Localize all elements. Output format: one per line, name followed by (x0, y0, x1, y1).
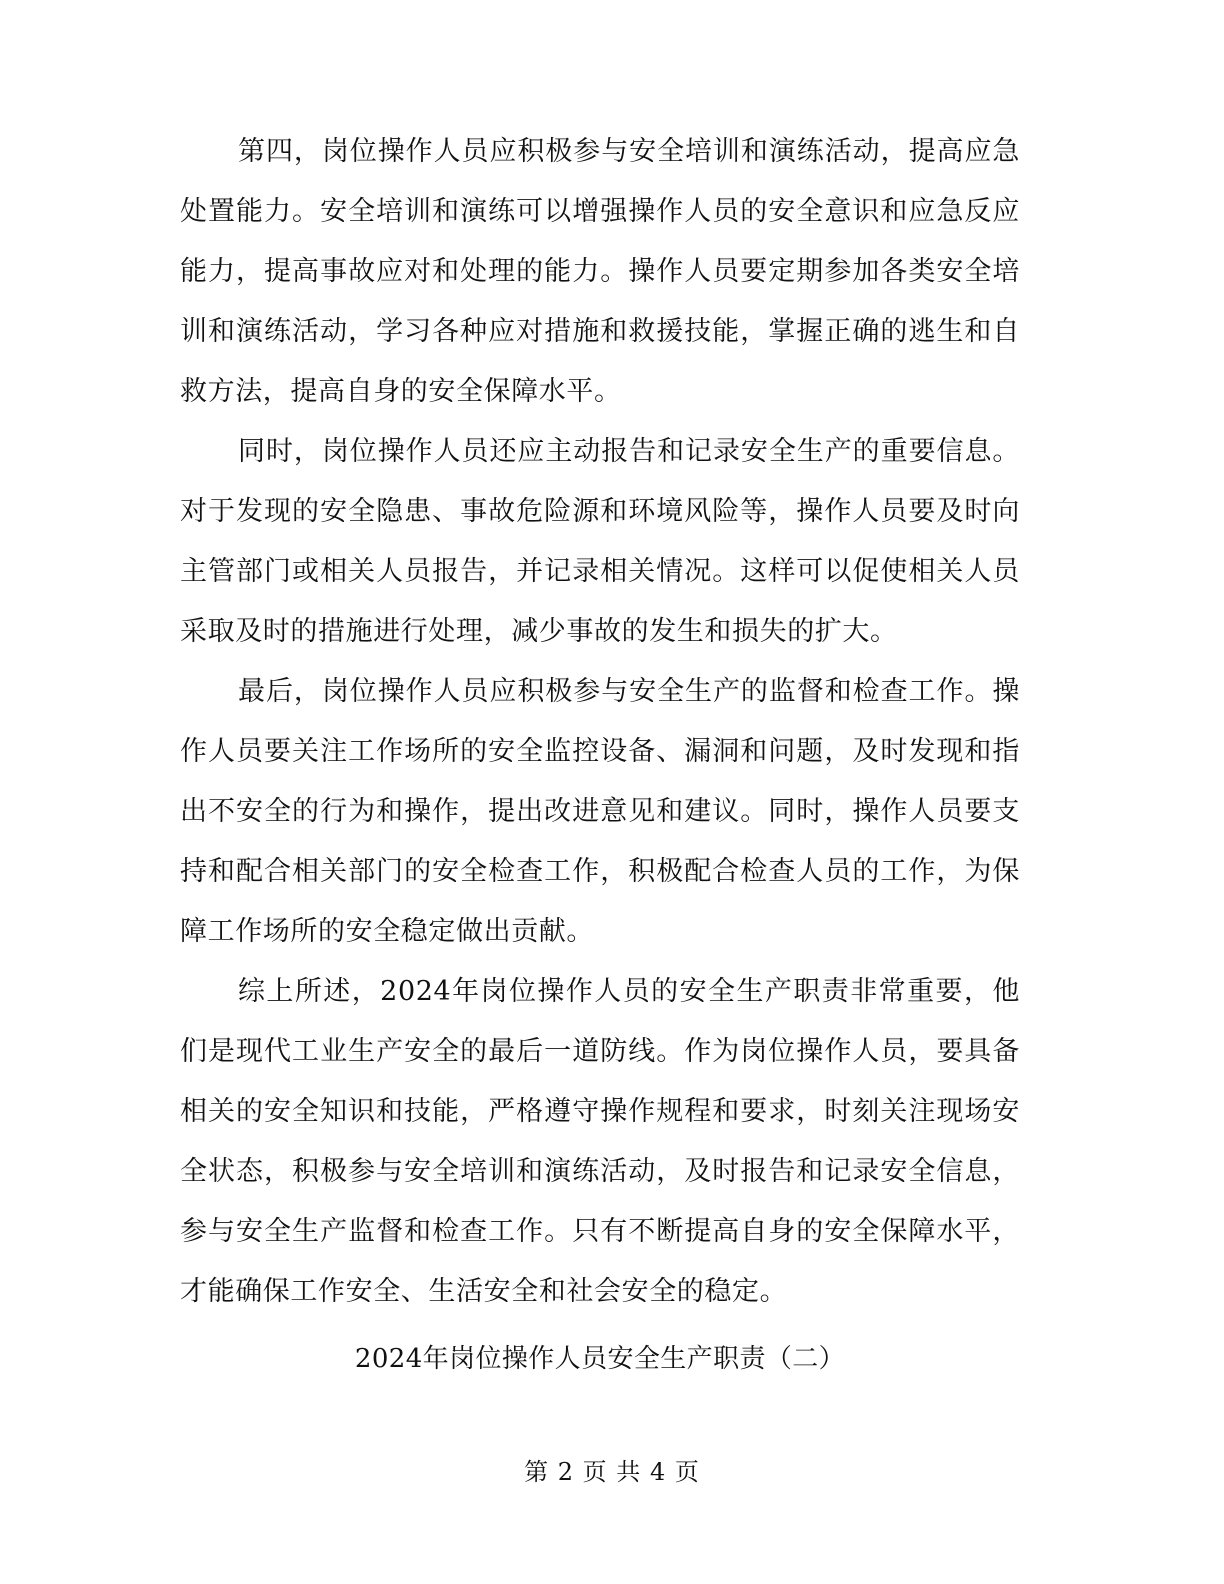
document-body (180, 122, 1020, 1322)
page-number-footer: 第 2 页 共 4 页 (524, 1458, 700, 1486)
paragraph-reporting: 同时，岗位操作人员还应主动报告和记录安全生产的重要信息。对于发现的安全隐患、事故危险源和环境风险等，操作人员要及时向主管部门或相关人员报告，并记录相关情况。这样可以促使相关人员采取及时的措施进行处理，减少事故的发生和损失的扩大。 (180, 436, 1020, 647)
paragraph-summary: 综上所述，2024年岗位操作人员的安全生产职责非常重要，他们是现代工业生产安全的最后一道防线。作为岗位操作人员，要具备相关的安全知识和技能，严格遵守操作规程和要求，时刻关注现场安全状态，积极参与安全培训和演练活动，及时报告和记录安全信息，参与安全生产监督和检查工作。只有不断提高自身的安全保障水平，才能确保工作安全、生活安全和社会安全的稳定。 (180, 976, 1020, 1307)
paragraph-training: 第四，岗位操作人员应积极参与安全培训和演练活动，提高应急处置能力。安全培训和演练可以增强操作人员的安全意识和应急反应能力，提高事故应对和处理的能力。操作人员要定期参加各类安全培训和演练活动，学习各种应对措施和救援技能，掌握正确的逃生和自救方法，提高自身的安全保障水平。 (180, 136, 1020, 407)
section-title: 2024年岗位操作人员安全生产职责（二） (354, 1344, 846, 1374)
paragraph-supervision: 最后，岗位操作人员应积极参与安全生产的监督和检查工作。操作人员要关注工作场所的安全监控设备、漏洞和问题，及时发现和指出不安全的行为和操作，提出改进意见和建议。同时，操作人员要支持和配合相关部门的安全检查工作，积极配合检查人员的工作，为保障工作场所的安全稳定做出贡献。 (180, 676, 1020, 947)
